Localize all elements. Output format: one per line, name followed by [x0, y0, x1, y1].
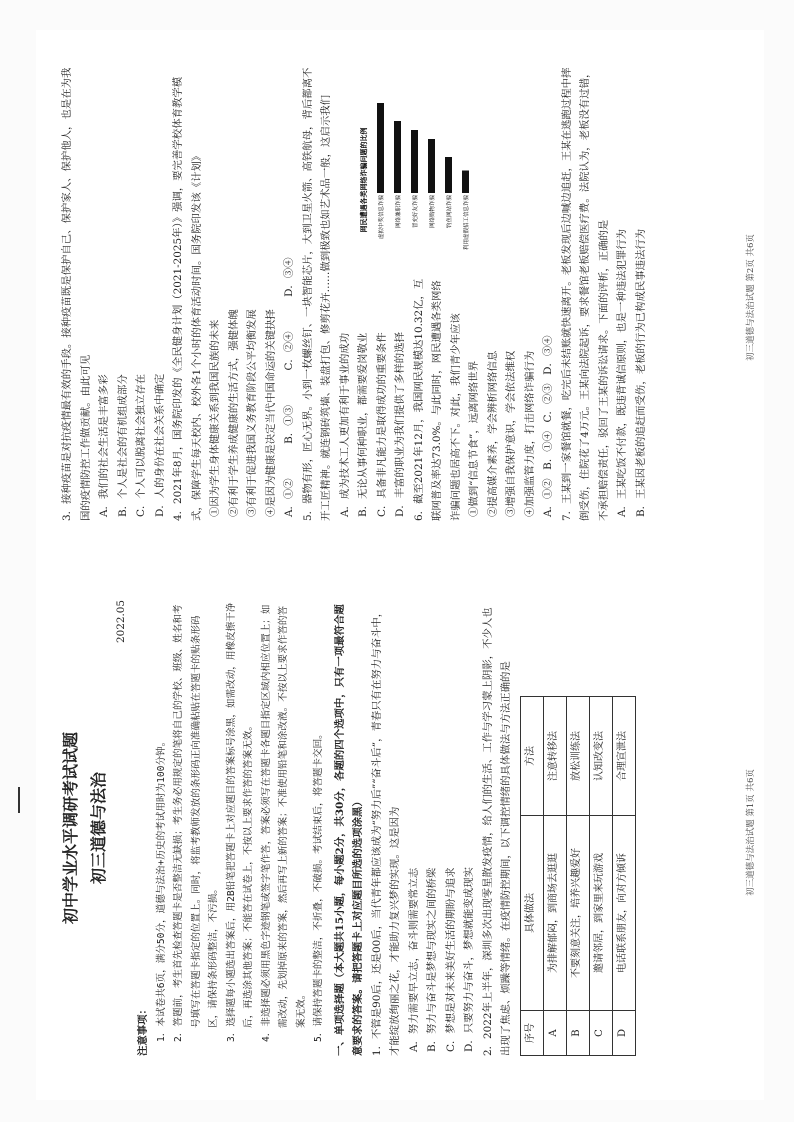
notice-item: 1．本试卷共6页，满分50分，道德与法治+历史的考试用时为100分钟。: [155, 736, 167, 1042]
margin-mark: [18, 787, 20, 813]
question-4-stem: 4．2021年8月，国务院印发的《全民健身计划（2021-2025年）》强调，要完善学校体育教学模式，保障学生每天校内、校外各1个小时的体育活动时间。国务院印发该《计划》: [172, 76, 203, 521]
answer-choice: A．①②: [283, 478, 295, 517]
question-3-option: B．个人是社会的有机组成部分: [116, 374, 129, 517]
table-row: [589, 697, 612, 1056]
table-cell: B: [566, 1011, 589, 1056]
question-4-answers: [280, 65, 299, 521]
notice-item: 4．非选择题必须用黑色字迹钢笔或签字笔作答，答案必须写在答题卡各题目指定区域内相应位置上；如需改动，先划掉原来的答案，然后再写上新的答案；不准使用铅笔和涂改液。不按以上要求作答的答案无效。: [260, 604, 307, 1042]
question-5-option: D．丰富的职业为我们提供了多样的选择: [394, 332, 406, 517]
answer-choice: C．②④: [283, 331, 295, 371]
fraud-chart: [356, 95, 486, 265]
answer-choice: D．③④: [542, 335, 554, 375]
question-4-item: ③有利于促进我国义务教育阶段公平均衡发展: [246, 309, 258, 517]
exam-subject: 初三道德与法治: [89, 772, 108, 885]
notice-item: 5．请保持答题卡的整洁，不折叠，不破损。考试结束后，将答题卡交回。: [313, 729, 324, 1042]
answer-choice: D．③④: [283, 257, 295, 297]
table-cell: 电话联系朋友，向对方倾诉: [612, 816, 635, 1011]
notice-list: [153, 600, 328, 1056]
question-3-stem: 3．接种疫苗是对抗疫情最有效的手段。接种疫苗既是保护自己、保护家人、保护他人，也是在为我国的疫情防控工作做贡献。由此可见: [61, 67, 92, 521]
table-header: 序号: [520, 1011, 543, 1056]
table-cell: A: [543, 1011, 566, 1056]
question-6-stem: 6．截至2021年12月，我国网民规模达10.32亿，互联网普及率达73.0%。与此同时，网民遭遇各类网络诈骗问题也居高不下。对此，我们青少年应该: [412, 278, 462, 521]
question-6-item: ④加强监管力度，打击网络诈骗行为: [523, 350, 536, 517]
question-1-option: D．只要努力与奋斗，梦想就能变成现实: [463, 867, 475, 1052]
question-6-item: ③增强自我保护意识，学会依法维权: [505, 350, 517, 517]
question-6-item: ②提高媒介素养，学会辨析网络信息: [486, 350, 499, 517]
table-cell: 注意转移法: [543, 697, 566, 816]
table-cell: D: [612, 1011, 635, 1056]
table-cell: 邀请邻居，到家里来玩游戏: [589, 816, 612, 1011]
answer-choice: C．②③: [542, 383, 554, 423]
question-1-option: C．梦想是对未来美好生活的期盼与追求: [444, 867, 457, 1052]
answer-choice: B．①④: [542, 431, 554, 470]
chart-category-label: 利用虚假招工信息诈骗: [464, 195, 470, 251]
page-2-footer: 初三道德与法治试题 第2页 共6页: [746, 234, 756, 361]
table-cell: C: [589, 1011, 612, 1056]
chart-category-label: 虚拟中奖信息诈骗: [379, 195, 385, 240]
question-2-table: [520, 696, 636, 1056]
question-6-answers: [539, 271, 558, 521]
notice-heading: 注意事项：: [137, 1004, 149, 1056]
chart-category-label: 冒充好友诈骗: [413, 195, 419, 229]
chart-bar: [445, 157, 452, 193]
table-cell: 放松训练法: [566, 697, 589, 816]
table-cell: 不要刻意关注，培养兴趣爱好: [566, 816, 589, 1011]
question-7-option: A．王某吃饭不付款，既违背诚信原则，也是一种违法犯罪行为: [616, 228, 628, 517]
page-2: [36, 30, 764, 565]
question-4-item: ②有利于学生养成健康的生活方式，强健体魄: [227, 309, 240, 517]
table-cell: 合理宣泄法: [612, 697, 635, 816]
question-1-option: A．努力需要早立志，奋斗则需要常立志: [407, 867, 420, 1052]
question-4-item: ①因为学生身体健康关系到我国民族的未来: [209, 319, 221, 517]
chart-bar: [377, 103, 384, 193]
question-7-option: B．王某因老板的追赶而受伤，老板的行为已构成民事违法行为: [634, 228, 647, 517]
question-7-stem: 7．王某到一家餐馆就餐，吃完后未结账就快速离开。老板发现后边喊边追赶，王某在逃跑过程中摔倒受伤，住院花了4万元。王某向法院起诉，要求餐馆老板赔偿医疗费。法院认为，老板没有过错，不承担赔偿责任，驳回了王某的诉讼请求。下面的评析，正确的是: [560, 67, 610, 521]
question-3-option: A．我们的社会生活是丰富多彩: [98, 374, 110, 517]
question-4-item: ④是因为健康是决定当代中国命运的关键抉择: [264, 309, 277, 517]
exam-date: 2022.05: [115, 600, 127, 643]
question-5-stem: 5．器物有形，匠心无界。小到一枚螺丝钉、一块智能芯片，大到卫星火箭、高铁航母，背后都离不开工匠精神。就连钢砖筑墙、装盘打包、修剪花卉……做到极致也如艺术品一般，这启示我们: [301, 67, 332, 521]
notice-item: 3．选择题每小题选出答案后，用2B铅笔把答题卡上对应题目的答案标号涂黑，如需改动，用橡皮擦干净后，再选涂其他答案；不能答在试卷上，不按以上要求作答的答案无效。: [225, 602, 254, 1042]
chart-category-label: 钓鱼网站诈骗: [447, 195, 453, 229]
table-row: [566, 697, 589, 1056]
chart-bar: [462, 171, 469, 194]
question-1-option: B．努力与奋斗是梦想与现实之间的桥梁: [426, 867, 438, 1052]
table-header-row: [520, 697, 543, 1056]
chart-bar: [394, 121, 401, 193]
table-header: 具体做法: [520, 816, 543, 1011]
page-1: [36, 565, 764, 1100]
table-row: [612, 697, 635, 1056]
answer-choice: A．①②: [542, 478, 554, 517]
answer-choice: B．①③: [283, 405, 295, 444]
exam-paper: [36, 30, 764, 1100]
question-5-option: A．成为技术工人更加有利于事业的成功: [338, 332, 351, 517]
page-1-footer: 初三道德与法治试题 第1页 共6页: [746, 769, 756, 896]
rotated-sheet: [36, 30, 764, 1100]
table-header: 方法: [520, 697, 543, 816]
question-6-item: ①做到“信息节食”，远离网络世界: [468, 360, 480, 517]
question-3-option: D．人的身份在社会关系中确定: [153, 373, 166, 517]
chart-bar: [411, 130, 418, 193]
chart-category-label: 网络购物诈骗: [430, 195, 436, 229]
question-5-option: B．无论从事何种职业，都需要爱岗敬业: [357, 332, 369, 517]
table-cell: 认知改变法: [589, 697, 612, 816]
question-1-stem: 1．不管是90后，还是00后，当代青年都应该成为“努力后”“奋斗后”，青春只有在努力与奋斗中，才能绽放绚丽之花，才能助力复兴梦的实现。这是因为: [370, 606, 401, 1056]
chart-category-label: 网络兼职诈骗: [396, 195, 402, 229]
chart-bar: [428, 139, 435, 193]
question-2-stem: 2．2022年上半年，深圳多次出现零星散发疫情，给人们的生活、工作与学习蒙上阴影，不少人也出现了焦虑、烦躁等情绪。在疫情防控期间，以下调控情绪的具体做法与方法正确的是: [481, 607, 512, 1056]
chart-title: 网民遭遇各类网络诈骗问题的比例: [360, 127, 368, 233]
question-6-block: [410, 271, 558, 521]
question-5-option: C．具备非凡能力是取得成功的重要条件: [375, 332, 388, 517]
table-row: [543, 697, 566, 1056]
exam-title: 初中学业水平调研考试试题: [61, 732, 80, 925]
notice-item: 2．答题前，考生首先检查答题卡是否整洁无缺损；考生务必用规定的笔将自己的学校、班级、姓名和考号填写在答题卡指定的位置上。同时，将监考教师发放的条形码正向准确粘贴在答题卡的贴条形码区，请保持条形码整洁，不污损。: [173, 604, 219, 1042]
question-3-option: C．个人可以脱离社会独立存在: [135, 373, 147, 517]
fraud-chart-svg: [356, 95, 486, 265]
section-1-heading: 一、单项选择题（本大题共15小题，每小题2分，共30分，各题的四个选项中，只有一项最符合题意要求的答案。请把答题卡上对应题目所选的选项涂黑）: [333, 604, 364, 1056]
table-cell: 为排解郁闷，到商场去逛逛: [543, 816, 566, 1011]
